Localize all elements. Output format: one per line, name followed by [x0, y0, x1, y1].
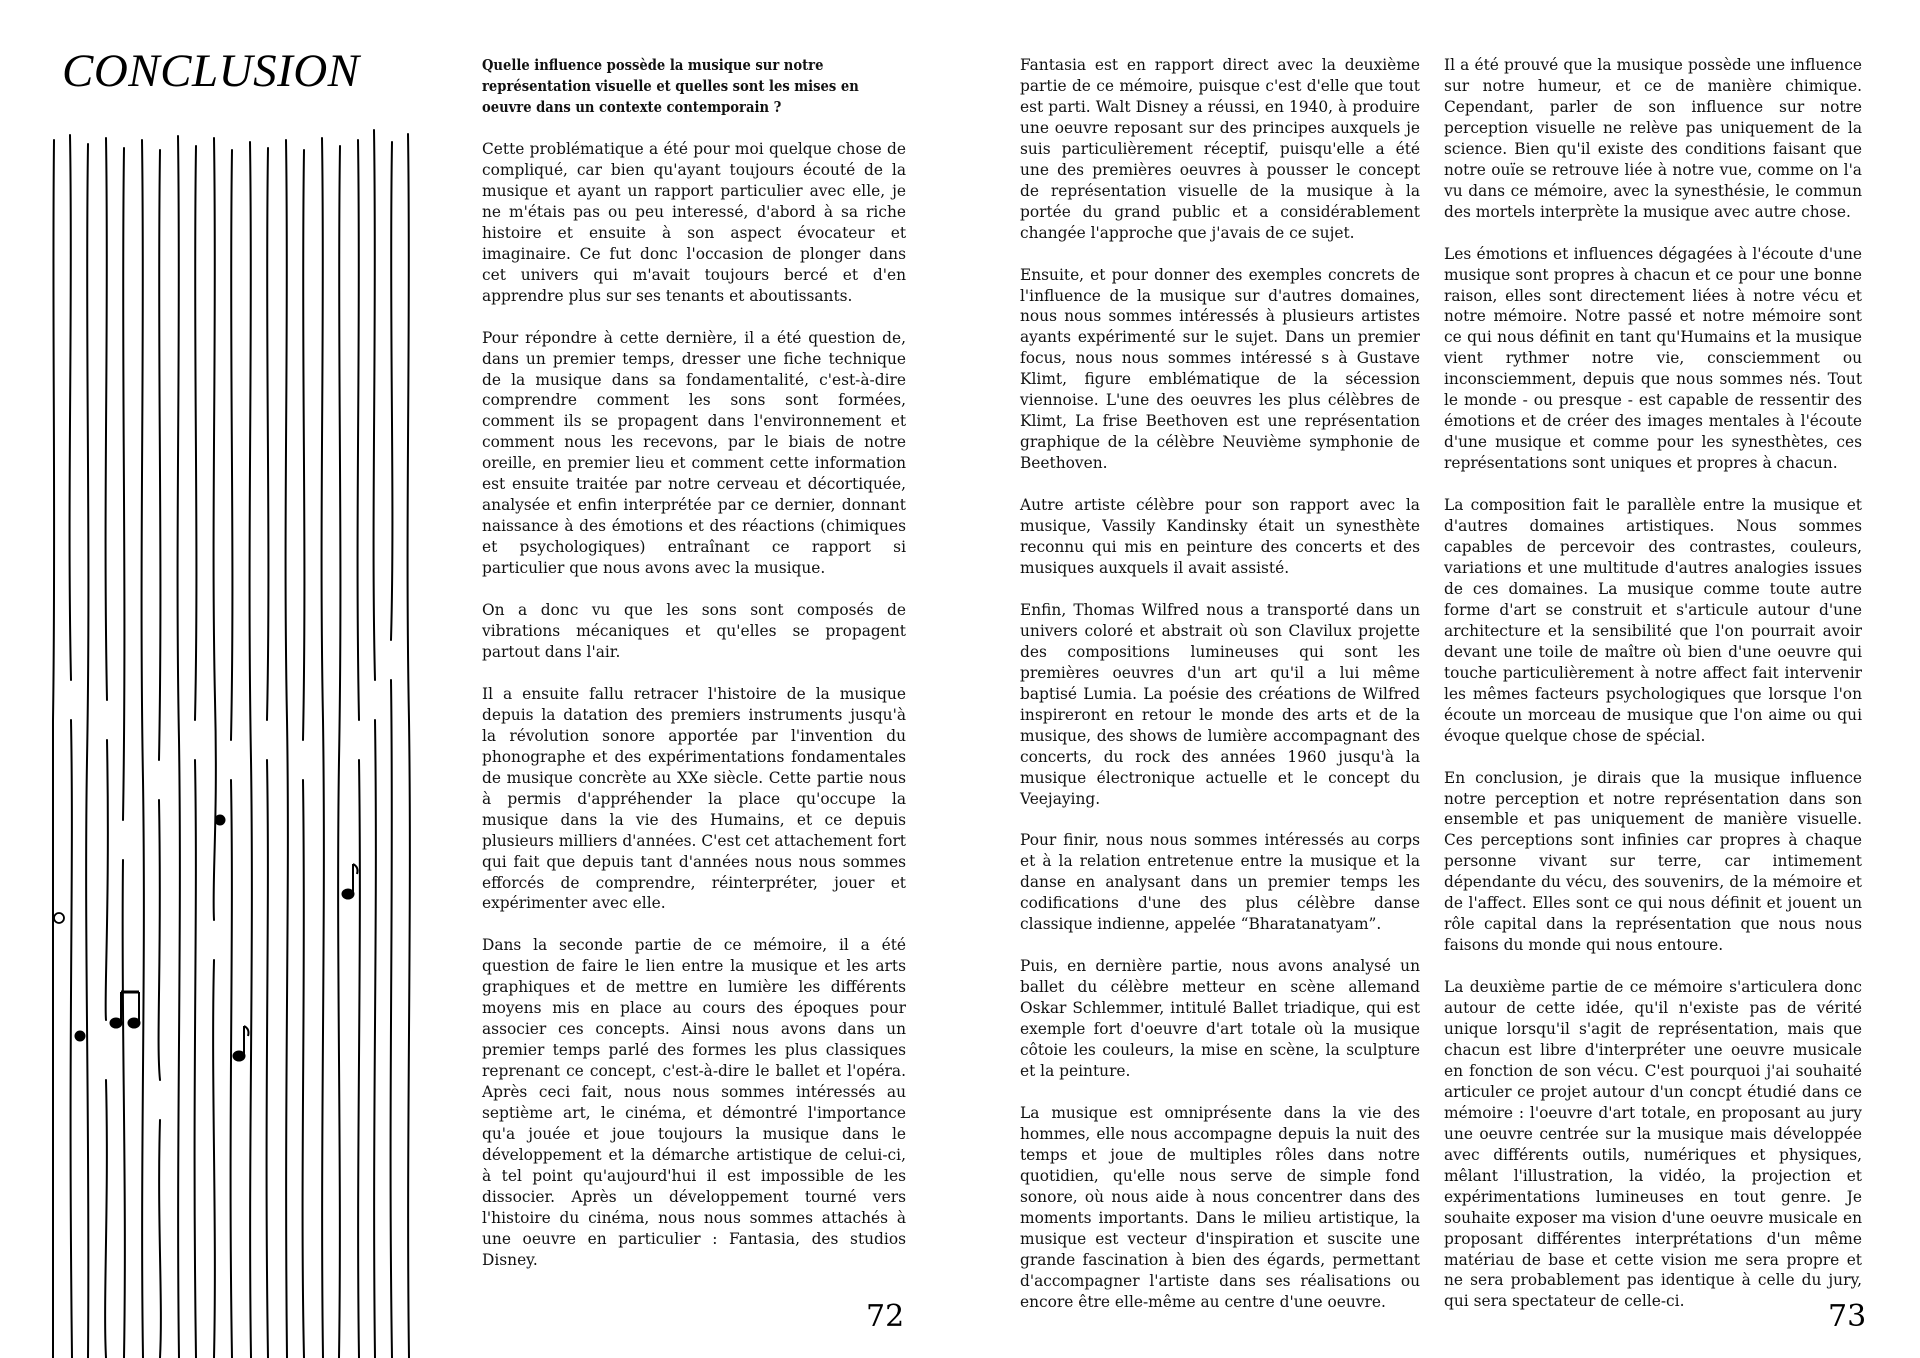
paragraph: Enfin, Thomas Wilfred nous a transporté dans un univers coloré et abstrait où son Clavilux projette des compositions lumineuses qui sont les premières oeuvres d'un art qu'il a lui même baptisé Lumia. La poésie des créations de Wilfred inspireront en retour le monde des arts et de la musique, des shows de lumière accompagnant des concerts, du rock des années 1960 jusqu'à la musique électronique actuelle et le concept du Veejaying.	[1020, 600, 1420, 808]
paragraph: Il a été prouvé que la musique possède une influence sur notre humeur, et ce de manière chimique. Cependant, parler de son influence sur notre perception visuelle ne relève pas uniquement de la science. Bien qu'il existe des conditions faisant que notre ouïe se retrouve liée à notre vue, comme on l'a vu dans ce mémoire, avec la synesthésie, le commun des mortels interprète la musique avec autre chose.	[1444, 56, 1862, 221]
paragraph: Fantasia est en rapport direct avec la deuxième partie de ce mémoire, puisque c'est d'elle que tout est parti. Walt Disney a réussi, en 1940, à produire une oeuvre reposant sur des principes auxquels je suis particulièrement réceptif, puisqu'elle a été une des premières oeuvres à pousser le concept de représentation visuelle de la musique à la portée du grand public et a considérablement changée l'approche que j'avais de ce sujet.	[1020, 56, 1420, 242]
paragraph: La composition fait le parallèle entre la musique et d'autres domaines artistiques. Nous sommes capables de percevoir des contrastes, couleurs, variations et une multitude d'autres analogies issues de ces domaines. La musique comme toute autre forme d'art se construit et s'articule autour d'une architecture et la sensibilité que l'on pourrait avoir devant une toile de maître où bien d'une oeuvre qui touche particulièrement à notre affect fait intervenir les mêmes facteurs psychologiques que lorsque l'on écoute un morceau de musique que l'on aime ou qui évoque quelque chose de spécial.	[1444, 496, 1862, 745]
left-text-column	[482, 55, 906, 1292]
paragraph: La musique est omniprésente dans la vie des hommes, elle nous accompagne depuis la nuit des temps et joue de multiples rôles dans notre quotidien, qu'elle nous serve de simple fond sonore, où nous aide à nous concentrer dans des moments importants. Dans le milieu artistique, la musique est vecteur d'inspiration et suscite une grande fascination à bien des égards, permettant d'accompagner l'artiste dans ses réalisations ou encore être elle-même au centre d'une oeuvre.	[1020, 1103, 1420, 1311]
right-page	[960, 0, 1920, 1358]
paragraph: Cette problématique a été pour moi quelque chose de compliqué, car bien qu'ayant toujours écouté de la musique et ayant un rapport particulier avec elle, je ne m'étais pas ou peu interessé, d'abord à sa riche histoire et ensuite à son aspect évocateur et imaginaire. Ce fut donc l'occasion de plonger dans cet univers qui m'avait toujours bercé et d'en apprendre plus sur ses tenants et aboutissants.	[482, 140, 906, 305]
paragraph: Puis, en dernière partie, nous avons analysé un ballet du célèbre metteur en scène allemand Oskar Schlemmer, intitulé Ballet triadique, qui est exemple fort d'oeuvre d'art totale où la musique côtoie les couleurs, la mise en scène, la sculpture et la peinture.	[1020, 957, 1420, 1080]
paragraph: Pour répondre à cette dernière, il a été question de, dans un premier temps, dresser une fiche technique de la musique dans sa fondamentalité, c'est-à-dire comprendre comment les sons sont formées, comment ils se propagent dans l'environnement et comment nous les recevons, par le biais de notre oreille, en premier lieu et comment cette information est ensuite traitée par notre cerveau et décortiquée, analysée et enfin interprétée par ce dernier, donnant naissance à des émotions et des réactions (chimiques et psychologiques) entraînant ce rapport si particulier que nous avons avec la musique.	[482, 328, 906, 578]
paragraph: Il a ensuite fallu retracer l'histoire de la musique depuis la datation des premiers instruments jusqu'à la révolution sonore apportée par l'invention du phonographe et des expérimentations fondamentales de musique concrète au XXe siècle. Cette partie nous à permis d'appréhender la place qu'occupe la musique dans la vie des Humains, et ce depuis plusieurs milliers d'années. C'est cet attachement fort qui fait que depuis tant d'années nous nous sommes efforcés de comprendre, réinterpréter, jouer et expérimenter avec elle.	[482, 684, 906, 913]
paragraph: En conclusion, je dirais que la musique influence notre perception et notre représentation dans son ensemble et pas uniquement de manière visuelle. Ces perceptions sont infinies car propres à chaque personne vivant sur terre, car intimement dépendante du vécu, des souvenirs, de la mémoire et de l'affect. Elles sont ce qui nous définit et jouent un rôle capital dans la représentation que nous nous faisons du monde qui nous entoure.	[1444, 768, 1862, 955]
research-question: Quelle influence possède la musique sur notre représentation visuelle et quelles sont les mises en oeuvre dans un contexte contemporain ?	[482, 57, 859, 116]
paragraph: Pour finir, nous nous sommes intéressés au corps et à la relation entretenue entre la musique et la danse en analysant dans un premier temps les codifications d'une des plus célèbre danse classique indienne, appelée “Bharatanatyam”.	[1020, 831, 1420, 934]
paragraph: Autre artiste célèbre pour son rapport avec la musique, Vassily Kandinsky était un synesthète reconnu qui mis en peinture des concerts et des musiques auxquels il avait assisté.	[1020, 496, 1420, 577]
right-text-column-2	[1444, 55, 1862, 1333]
paragraph: On a donc vu que les sons sont composés de vibrations mécaniques et qu'elles se propagent partout dans l'air.	[482, 601, 906, 661]
paragraph: Dans la seconde partie de ce mémoire, il a été question de faire le lien entre la musique et les arts graphiques et de mettre en lumière les différents moyens mis en place au cours des époques pour associer ces concepts. Ainsi nous avons dans un premier temps parlé des formes les plus classiques reprenant ce concept, c'est-à-dire le ballet et l'opéra. Après ceci fait, nous nous sommes intéressés au septième art, le cinéma, et démontré l'importance qu'a jouée et joue toujours la musique dans le développement et la démarche artistique de celui-ci, à tel point qu'aujourd'hui il est impossible de les dissocier. Après un développement tourné vers l'histoire du cinéma, nous nous sommes attachés à une oeuvre en particulier : Fantasia, des studios Disney.	[482, 936, 906, 1269]
right-text-column-1	[1020, 55, 1420, 1333]
page-number: 72	[866, 1299, 905, 1334]
page-number: 73	[1828, 1299, 1867, 1334]
music-lines-illustration	[48, 120, 438, 1358]
paragraph: Les émotions et influences dégagées à l'écoute d'une musique sont propres à chacun et ce pour une bonne raison, elles sont directement liées à notre vécu et notre mémoire. Notre passé et notre mémoire sont ce qui nous définit en tant qu'Humains et la musique vient rythmer notre vie, consciemment ou inconsciemment, depuis que nous sommes nés. Tout le monde - ou presque - est capable de ressentir des émotions et de créer des images mentales à l'écoute d'une musique et comme pour les synesthètes, ces représentations sont uniques et propres à chacun.	[1444, 244, 1862, 473]
paragraph: La deuxième partie de ce mémoire s'articulera donc autour de cette idée, qu'il n'existe pas de vérité unique lorsqu'il s'agit de représentation, mais que chacun est libre d'interpréter une oeuvre musicale en fonction de son vécu. C'est pourquoi j'ai souhaité articuler ce projet autour d'un concpt étudié dans ce mémoire : l'oeuvre d'art totale, en proposant au jury une oeuvre centrée sur la musique mais développée avec différents outils, numériques et physiques, mêlant l'illustration, la vidéo, la projection et expérimentations lumineuses en tout genre. Je souhaite exposer ma vision d'une oeuvre musicale en proposant différentes interprétations d'un même matériau de base et cette vision me sera propre et ne sera probablement pas identique à celle du jury, qui sera spectateur de celle-ci.	[1444, 978, 1862, 1311]
paragraph: Ensuite, et pour donner des exemples concrets de l'influence de la musique sur d'autres domaines, nous nous sommes intéressés à plusieurs artistes ayants expérimenté sur le sujet. Dans un premier focus, nous nous sommes intéressé s à Gustave Klimt, figure emblématique de la sécession viennoise. L'une des oeuvres les plus célèbres de Klimt, La frise Beethoven est une représentation graphique de la célèbre Neuvième symphonie de Beethoven.	[1020, 265, 1420, 473]
page-title: CONCLUSION	[62, 45, 360, 97]
